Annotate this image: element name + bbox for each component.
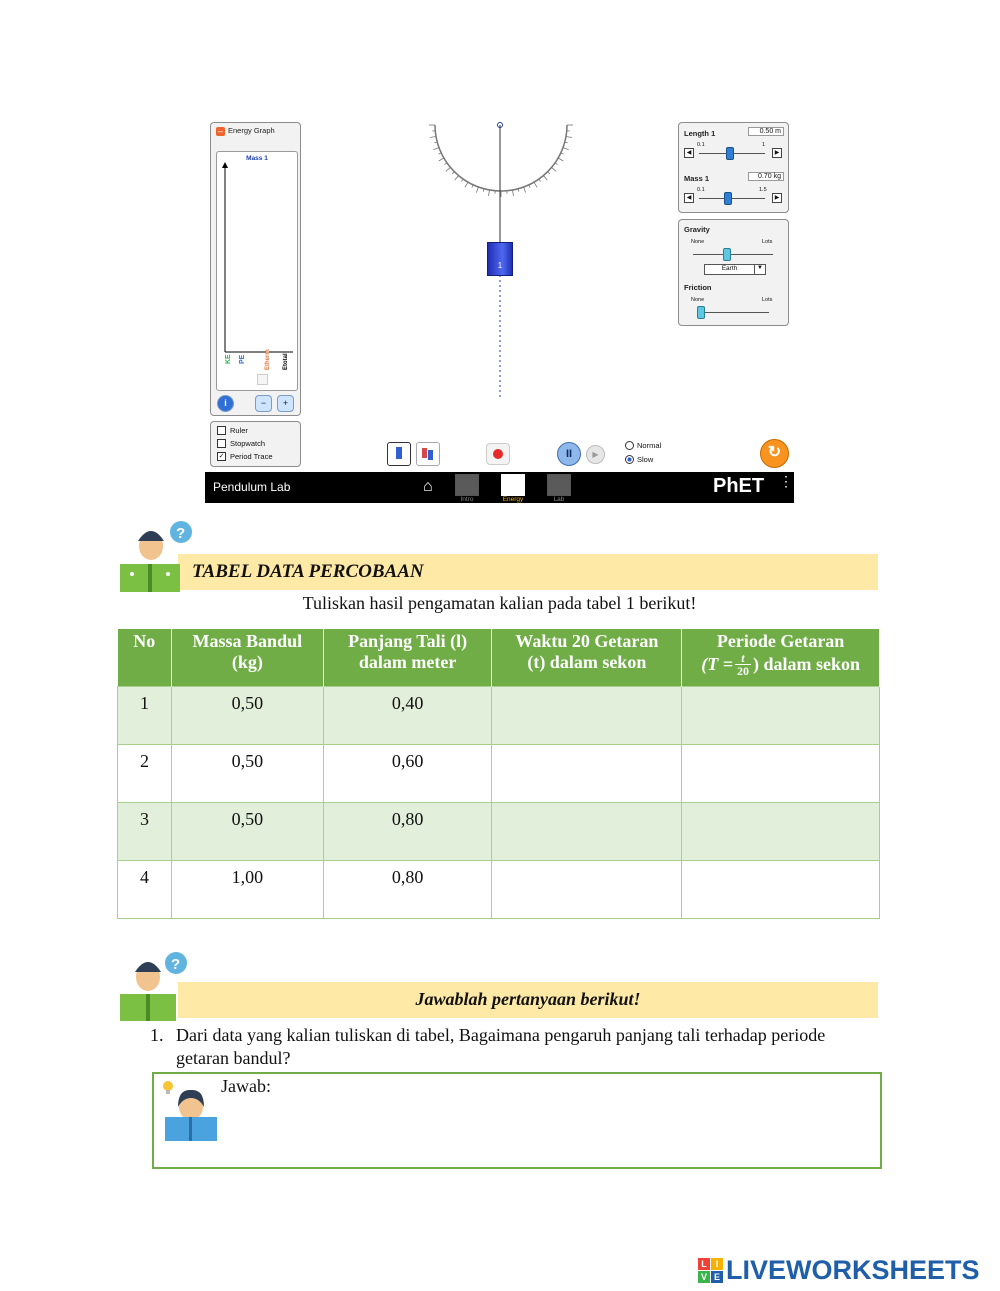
pendulum-blue-icon bbox=[428, 450, 433, 460]
stopwatch-checkbox[interactable] bbox=[217, 439, 226, 448]
thinking-student-icon bbox=[118, 519, 194, 593]
protractor-ticks bbox=[429, 125, 573, 197]
gravity-selected: Earth bbox=[721, 265, 738, 272]
table-header-row bbox=[118, 629, 880, 687]
screen-intro-label: Intro bbox=[460, 496, 474, 503]
legend-total: Etotal bbox=[283, 353, 289, 370]
header-no: No bbox=[118, 629, 172, 687]
section2-banner bbox=[178, 982, 878, 1018]
section1-title: TABEL DATA PERCOBAAN bbox=[192, 561, 424, 582]
table-row bbox=[118, 687, 880, 745]
friction-max: Lots bbox=[762, 297, 773, 303]
ruler-label: Ruler bbox=[230, 426, 248, 435]
protractor-tick bbox=[563, 148, 569, 150]
cell-length: 0,80 bbox=[323, 861, 492, 919]
gravity-friction-panel bbox=[678, 219, 789, 326]
length-min: 0.1 bbox=[697, 142, 705, 148]
collapse-icon[interactable]: – bbox=[217, 126, 223, 136]
screen-lab-label: Lab bbox=[553, 496, 565, 503]
friction-min: None bbox=[691, 297, 705, 303]
protractor-tick bbox=[548, 172, 550, 174]
table-row bbox=[118, 861, 880, 919]
period-trace-checkbox[interactable]: ✓ bbox=[218, 453, 225, 460]
thinking-student-icon bbox=[118, 948, 194, 1022]
zoom-in-icon[interactable]: + bbox=[277, 395, 294, 412]
mass-decrease-icon[interactable]: ◀ bbox=[684, 193, 694, 203]
friction-track bbox=[699, 312, 769, 313]
section2-title: Jawablah pertanyaan berikut! bbox=[415, 989, 641, 1009]
speed-normal-radio[interactable] bbox=[625, 441, 634, 450]
protractor-tick bbox=[534, 182, 537, 187]
speed-normal-label: Normal bbox=[637, 441, 662, 450]
options-panel bbox=[210, 421, 301, 467]
svg-text:?: ? bbox=[176, 525, 186, 542]
cell-no: 1 bbox=[118, 687, 172, 745]
lab-icon bbox=[547, 474, 571, 496]
mass-track bbox=[699, 198, 765, 199]
question-line-2: getaran bandul? bbox=[176, 1048, 291, 1068]
protractor-tick bbox=[558, 158, 563, 161]
mass-label: Mass 1 bbox=[684, 174, 710, 183]
protractor-tick bbox=[488, 190, 489, 196]
pause-icon[interactable]: II bbox=[557, 442, 581, 466]
bob-label: 1 bbox=[497, 261, 503, 270]
gravity-slider-thumb[interactable] bbox=[723, 248, 731, 261]
cell-period-input[interactable] bbox=[682, 687, 880, 745]
speed-slow-radio[interactable] bbox=[625, 455, 634, 464]
stopwatch-label: Stopwatch bbox=[230, 439, 266, 448]
intro-icon bbox=[455, 474, 479, 496]
protractor-tick bbox=[452, 172, 454, 174]
legend-ke: KE bbox=[225, 354, 232, 364]
header-time: Waktu 20 Getaran (t) dalam sekon bbox=[492, 629, 682, 687]
screen-energy[interactable] bbox=[501, 474, 525, 503]
reading-student-icon bbox=[159, 1077, 219, 1143]
section1-banner bbox=[178, 554, 878, 590]
mass-increase-icon[interactable]: ▶ bbox=[772, 193, 782, 203]
answer-box bbox=[152, 1072, 882, 1169]
speed-slow-label: Slow bbox=[637, 455, 654, 464]
liveworksheets-badge: L I V E bbox=[698, 1258, 723, 1283]
protractor-tick bbox=[455, 176, 459, 181]
answer-input[interactable] bbox=[221, 1100, 861, 1160]
length-increase-icon[interactable]: ▶ bbox=[772, 148, 782, 158]
gravity-select[interactable] bbox=[704, 264, 766, 275]
ruler-checkbox[interactable] bbox=[217, 426, 226, 435]
protractor-tick bbox=[439, 158, 444, 161]
energy-graph-panel bbox=[210, 122, 301, 416]
graph-title: Mass 1 bbox=[246, 155, 268, 162]
period-trace-option[interactable] bbox=[217, 452, 273, 461]
question-text bbox=[176, 1024, 881, 1070]
cell-no: 4 bbox=[118, 861, 172, 919]
protractor-tick bbox=[566, 136, 572, 137]
menu-icon[interactable]: ⋮ bbox=[779, 473, 793, 489]
question-number: 1. bbox=[150, 1025, 164, 1045]
header-period: Periode Getaran (T = $\frac{t}{20}$ ) dalam sekon bbox=[682, 629, 880, 687]
legend-thermal: Etherm bbox=[265, 349, 271, 370]
cell-mass: 0,50 bbox=[171, 745, 323, 803]
phet-logo[interactable]: PhET bbox=[713, 475, 765, 497]
liveworksheets-logo bbox=[698, 1255, 980, 1286]
cell-no: 3 bbox=[118, 803, 172, 861]
energy-icon bbox=[501, 474, 525, 496]
cell-length: 0,40 bbox=[323, 687, 492, 745]
screen-intro[interactable] bbox=[455, 474, 479, 503]
length-value: 0.50 m bbox=[748, 127, 784, 136]
pendulum-icon bbox=[396, 447, 402, 459]
period-fraction: $\frac{t}{20}$ bbox=[736, 651, 749, 678]
gravity-track bbox=[693, 254, 773, 255]
cell-period-input[interactable] bbox=[682, 803, 880, 861]
answer-label: Jawab: bbox=[221, 1076, 271, 1096]
gravity-label: Gravity bbox=[684, 225, 710, 234]
length-mass-panel bbox=[678, 122, 789, 213]
two-pendulum-button[interactable] bbox=[416, 442, 440, 466]
single-pendulum-button[interactable] bbox=[387, 442, 411, 466]
friction-label: Friction bbox=[684, 283, 712, 292]
cell-time-input[interactable] bbox=[492, 687, 682, 745]
pendulum-red-icon bbox=[422, 448, 427, 458]
length-max: 1 bbox=[762, 142, 766, 148]
energy-graph bbox=[216, 151, 298, 391]
protractor-tick bbox=[465, 182, 468, 187]
header-length: Panjang Tali (l) dalam meter bbox=[323, 629, 492, 687]
cell-period-input[interactable] bbox=[682, 745, 880, 803]
cell-time-input[interactable] bbox=[492, 745, 682, 803]
gravity-min: None bbox=[691, 239, 705, 245]
mass-min: 0.1 bbox=[697, 187, 705, 193]
question-line-1: Dari data yang kalian tuliskan di tabel, Bagaimana pengaruh panjang tali terhadap periode bbox=[176, 1025, 826, 1045]
pendulum-simulation bbox=[205, 117, 794, 503]
speed-normal-option[interactable] bbox=[625, 441, 661, 450]
header-mass: Massa Bandul (kg) bbox=[171, 629, 323, 687]
mass-slider-thumb[interactable] bbox=[724, 192, 732, 205]
friction-slider-thumb[interactable] bbox=[697, 306, 705, 319]
protractor-tick bbox=[512, 190, 513, 196]
cell-length: 0,80 bbox=[323, 803, 492, 861]
protractor-tick bbox=[543, 176, 547, 181]
screen-lab[interactable] bbox=[547, 474, 571, 503]
svg-text:?: ? bbox=[171, 956, 181, 973]
mass-max: 1.5 bbox=[759, 187, 767, 193]
protractor-tick bbox=[446, 167, 451, 171]
period-trace-label: Period Trace bbox=[230, 452, 273, 461]
protractor-tick bbox=[433, 148, 439, 150]
cell-no: 2 bbox=[118, 745, 172, 803]
liveworksheets-text: LIVEWORKSHEETS bbox=[726, 1255, 980, 1285]
info-icon[interactable]: i bbox=[217, 395, 234, 412]
record-icon bbox=[493, 449, 503, 459]
energy-graph-label: Energy Graph bbox=[228, 126, 275, 135]
stopwatch-option[interactable] bbox=[217, 439, 265, 448]
record-button[interactable] bbox=[486, 443, 510, 465]
length-label: Length 1 bbox=[684, 129, 716, 138]
cell-mass: 0,50 bbox=[171, 803, 323, 861]
ruler-option[interactable] bbox=[217, 426, 248, 435]
screen-energy-label: Energy bbox=[502, 496, 524, 503]
table-row bbox=[118, 745, 880, 803]
mass-value: 0.70 kg bbox=[748, 172, 784, 181]
chevron-down-icon[interactable]: ▼ bbox=[754, 265, 765, 274]
step-forward-icon[interactable]: ▶ bbox=[586, 445, 605, 464]
protractor-tick bbox=[552, 167, 557, 171]
section1-instruction: Tuliskan hasil pengamatan kalian pada tabel 1 berikut! bbox=[302, 593, 697, 613]
cell-time-input[interactable] bbox=[492, 803, 682, 861]
table-row bbox=[118, 803, 880, 861]
sim-title: Pendulum Lab bbox=[213, 480, 291, 494]
cell-length: 0,60 bbox=[323, 745, 492, 803]
reset-all-icon[interactable]: ↻ bbox=[760, 439, 789, 468]
pendulum-bob[interactable] bbox=[487, 242, 513, 276]
gravity-max: Lots bbox=[762, 239, 773, 245]
length-decrease-icon[interactable]: ◀ bbox=[684, 148, 694, 158]
cell-mass: 0,50 bbox=[171, 687, 323, 745]
protractor-arc bbox=[435, 125, 567, 191]
data-table bbox=[117, 629, 880, 919]
zoom-out-icon[interactable]: − bbox=[255, 395, 272, 412]
cell-mass: 1,00 bbox=[171, 861, 323, 919]
cell-period-input[interactable] bbox=[682, 861, 880, 919]
clear-thermal-icon[interactable] bbox=[257, 374, 268, 385]
protractor-tick bbox=[524, 187, 526, 193]
protractor-tick bbox=[476, 187, 478, 193]
length-slider-thumb[interactable] bbox=[726, 147, 734, 160]
cell-time-input[interactable] bbox=[492, 861, 682, 919]
home-icon[interactable]: ⌂ bbox=[423, 478, 433, 495]
legend-pe: PE bbox=[239, 354, 246, 364]
protractor-tick bbox=[430, 136, 436, 137]
navigation-bar bbox=[205, 472, 794, 503]
speed-slow-option[interactable] bbox=[625, 455, 653, 464]
